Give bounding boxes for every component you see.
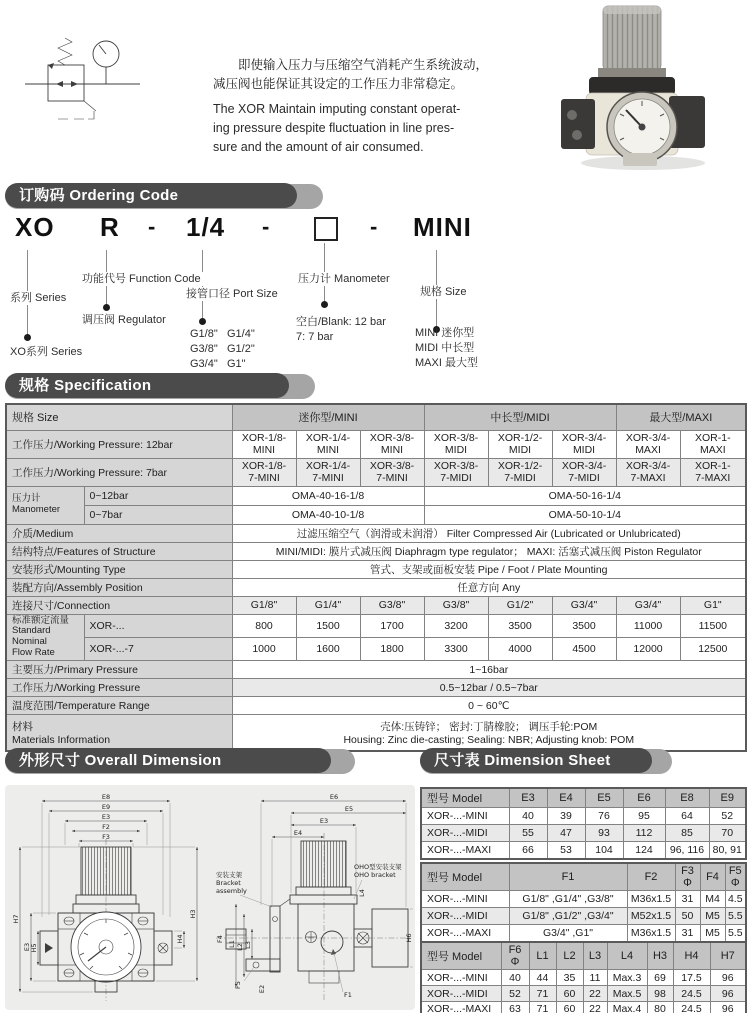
dim-label: L4 [358, 889, 366, 897]
cell: 35 [556, 970, 583, 986]
cell: 47 [547, 825, 585, 842]
intro-en-line1: The XOR Maintain imputing constant operat- [213, 102, 461, 116]
cell: F1 [509, 863, 627, 891]
port-option: G3/4" [190, 358, 218, 370]
dimension-drawing-panel [5, 785, 415, 1010]
cell: 3300 [424, 637, 488, 660]
cell: H3 [647, 942, 673, 970]
cell: 1000 [232, 637, 296, 660]
code-dash-1: - [148, 214, 156, 239]
cell: 80 [647, 1002, 673, 1013]
cell: 1700 [360, 614, 424, 637]
bracket-assembly-label: assembly [216, 887, 247, 895]
cell: 温度范围/Temperature Range [6, 697, 232, 715]
code-function: R [100, 212, 120, 242]
cell: XOR-1/8- 7-MINI [232, 458, 296, 486]
dim-label: H3 [189, 909, 197, 919]
cell: F4 [700, 863, 725, 891]
cell: 0~7bar [84, 505, 232, 524]
cell: 5.5 [725, 908, 746, 925]
cell: XOR-...-MAXI [421, 1002, 501, 1013]
dim-label: E2 [258, 984, 266, 994]
cell: XOR-1- 7-MAXI [680, 458, 746, 486]
dim-label: F4 [216, 935, 224, 943]
cell: 1800 [360, 637, 424, 660]
cell: 96 [710, 986, 746, 1002]
code-size: MINI [413, 212, 472, 242]
cell: 工作压力/Working Pressure [6, 679, 232, 697]
dim-label: E3 [319, 817, 329, 825]
cell: 96, 116 [665, 842, 709, 859]
cell: 型号 Model [421, 788, 509, 808]
cell: XOR-...-MINI [421, 808, 509, 825]
cell: 4000 [488, 637, 552, 660]
cell: L1 [529, 942, 556, 970]
port-option: G1/8" [190, 328, 218, 340]
cell: L4 [607, 942, 647, 970]
cell: OMA-40-10-1/8 [232, 505, 424, 524]
cell: 规格 Size [6, 404, 232, 430]
cell: 最大型/MAXI [616, 404, 746, 430]
cell: OMA-40-16-1/8 [232, 486, 424, 505]
cell: G1/2" [488, 596, 552, 614]
cell: 66 [509, 842, 547, 859]
cell: XOR-1/4- 7-MINI [296, 458, 360, 486]
cell: E5 [585, 788, 623, 808]
dimension-table-e [420, 787, 747, 860]
cell: 0~12bar [84, 486, 232, 505]
cell: H4 [673, 942, 710, 970]
cell: 50 [675, 908, 700, 925]
cell: 型号 Model [421, 863, 509, 891]
cell: 材料 Materials Information [6, 715, 232, 751]
cell: 任意方向 Any [232, 578, 746, 596]
dim-label: E4 [293, 829, 303, 837]
cell: 管式、支架或面板安装 Pipe / Foot / Plate Mounting [232, 560, 746, 578]
dim-label: L3 [244, 941, 252, 949]
cell: XOR-3/4- MAXI [616, 430, 680, 458]
size-option: MINI 迷你型 [415, 327, 475, 339]
cell: XOR-...-MAXI [421, 842, 509, 859]
cell: E3 [509, 788, 547, 808]
code-dash-3: - [370, 214, 378, 239]
port-option: G1/2" [227, 343, 255, 355]
cell: G1" [680, 596, 746, 614]
cell: 96 [710, 970, 746, 986]
function-value: 调压阀 Regulator [82, 314, 166, 326]
cell: 96 [710, 1002, 746, 1013]
dim-label: H4 [176, 934, 184, 944]
cell: XOR-3/4- MIDI [552, 430, 616, 458]
cell: 71 [529, 986, 556, 1002]
cell: 70 [709, 825, 746, 842]
port-label: 接管口径 Port Size [186, 288, 278, 300]
cell: 104 [585, 842, 623, 859]
cell: 22 [583, 986, 607, 1002]
cell: 型号 Model [421, 942, 501, 970]
cell: 55 [509, 825, 547, 842]
bracket-assembly-label: 安装支架 [216, 871, 242, 879]
cell: 52 [501, 986, 529, 1002]
dim-label: F3 [102, 833, 110, 841]
cell: G1/4" [296, 596, 360, 614]
cell: 装配方向/Assembly Position [6, 578, 232, 596]
cell: L3 [583, 942, 607, 970]
dim-label: E3 [101, 813, 111, 821]
dim-label: E8 [101, 793, 111, 801]
cell: 3500 [488, 614, 552, 637]
cell: 31 [675, 891, 700, 908]
cell: 52 [709, 808, 746, 825]
cell: 112 [623, 825, 665, 842]
dim-label: H7 [12, 914, 20, 924]
cell: XOR-3/8- 7-MINI [360, 458, 424, 486]
cell: 124 [623, 842, 665, 859]
cell: 69 [647, 970, 673, 986]
cell: M36x1.5 [627, 925, 675, 942]
bracket-assembly-label: Bracket [216, 879, 241, 887]
dim-label: F1 [344, 991, 352, 999]
cell: 过滤压缩空气（润滑或未润滑） Filter Compressed Air (Lubricated or Unlubricated) [232, 524, 746, 542]
cell: 工作压力/Working Pressure: 7bar [6, 458, 232, 486]
manometer-label: 压力计 Manometer [298, 273, 390, 285]
cell: E8 [665, 788, 709, 808]
cell: Max.3 [607, 970, 647, 986]
cell: XOR-1- MAXI [680, 430, 746, 458]
cell: 40 [501, 970, 529, 986]
cell: 85 [665, 825, 709, 842]
cell: 迷你型/MINI [232, 404, 424, 430]
cell: M36x1.5 [627, 891, 675, 908]
cell: 24.5 [673, 1002, 710, 1013]
cell: G3/8" [424, 596, 488, 614]
cell: XOR-3/4- 7-MIDI [552, 458, 616, 486]
front-view-drawing [9, 789, 206, 1006]
cell: E9 [709, 788, 746, 808]
cell: E6 [623, 788, 665, 808]
cell: XOR-3/8- MINI [360, 430, 424, 458]
oho-bracket-label: OHO型安装支架 [354, 863, 402, 871]
cell: 12000 [616, 637, 680, 660]
cell: XOR-3/4- 7-MAXI [616, 458, 680, 486]
cell: 11500 [680, 614, 746, 637]
cell: Max.4 [607, 1002, 647, 1013]
cell: XOR-1/2- 7-MIDI [488, 458, 552, 486]
cell: G1/8" ,G1/4" ,G3/8" [509, 891, 627, 908]
cell: 5.5 [725, 925, 746, 942]
cell: G3/4" ,G1" [509, 925, 627, 942]
cell: XOR-...-MINI [421, 891, 509, 908]
size-option: MIDI 中长型 [415, 342, 475, 354]
size-option: MAXI 最大型 [415, 357, 478, 369]
intro-english [213, 100, 505, 156]
dim-label: H6 [405, 933, 413, 943]
port-options [190, 327, 255, 372]
cell: F2 [627, 863, 675, 891]
cell: MINI/MIDI: 膜片式减压阀 Diaphragm type regulator； MAXI: 活塞式减压阀 Piston Regulator [232, 542, 746, 560]
cell: 1~16bar [232, 661, 746, 679]
cell: 结构特点/Features of Structure [6, 542, 232, 560]
cell: 44 [529, 970, 556, 986]
cell: G1/8" ,G1/2" ,G3/4" [509, 908, 627, 925]
cell: XOR-3/8- MIDI [424, 430, 488, 458]
cell: XOR-3/8- 7-MIDI [424, 458, 488, 486]
cell: F6 Φ [501, 942, 529, 970]
cell: F3 Φ [675, 863, 700, 891]
function-label: 功能代号 Function Code [82, 273, 201, 285]
intro-cn-line1: 即使输入压力与压缩空气消耗产生系统波动， [238, 58, 489, 72]
cell: 39 [547, 808, 585, 825]
intro-en-line2: ing pressure despite fluctuation in line pres- [213, 120, 455, 135]
cell: 24.5 [673, 986, 710, 1002]
cell: 40 [509, 808, 547, 825]
cell: 中长型/MIDI [424, 404, 616, 430]
cell: 76 [585, 808, 623, 825]
cell: 31 [675, 925, 700, 942]
connector-dot [321, 301, 328, 308]
cell: 95 [623, 808, 665, 825]
intro-chinese [213, 56, 505, 95]
cell: XOR-1/8- MINI [232, 430, 296, 458]
cell: 63 [501, 1002, 529, 1013]
cell: 60 [556, 986, 583, 1002]
cell: OMA-50-10-1/4 [424, 505, 746, 524]
cell: 800 [232, 614, 296, 637]
cell: 标准额定流量 Standard Nominal Flow Rate [6, 614, 84, 661]
code-port: 1/4 [186, 212, 226, 242]
series-label: 系列 Series [10, 292, 67, 304]
cell: 60 [556, 1002, 583, 1013]
dim-label: F5 [234, 981, 242, 989]
intro-cn-line2: 减压阀也能保证其设定的工作压力非常稳定。 [213, 77, 464, 92]
cell: Max.5 [607, 986, 647, 1002]
section-title: 订购码 Ordering Code [5, 183, 297, 208]
intro-en-line3: sure and the amount of air consumed. [213, 139, 424, 154]
section-title: 规格 Specification [5, 373, 289, 398]
cell: XOR-...-MIDI [421, 825, 509, 842]
dim-label: E6 [329, 793, 339, 801]
dimension-table-l-h [420, 941, 747, 1013]
section-title: 外形尺寸 Overall Dimension [5, 748, 331, 773]
port-option: G1" [227, 358, 246, 370]
cell: G3/8" [360, 596, 424, 614]
cell: 4500 [552, 637, 616, 660]
cell: 0.5~12bar / 0.5~7bar [232, 679, 746, 697]
cell: 连接尺寸/Connection [6, 596, 232, 614]
manometer-options [296, 315, 386, 345]
manometer-blank-box [314, 217, 338, 241]
cell: 主要压力/Primary Pressure [6, 661, 232, 679]
cell: 压力计 Manometer [6, 486, 84, 524]
dim-label: E3 [23, 942, 31, 952]
series-value: XO系列 Series [10, 346, 83, 358]
cell: 22 [583, 1002, 607, 1013]
cell: 12500 [680, 637, 746, 660]
manometer-option: 空白/Blank: 12 bar [296, 316, 386, 328]
cell: 介质/Medium [6, 524, 232, 542]
cell: 53 [547, 842, 585, 859]
cell: 壳体:压铸锌； 密封:丁腈橡胶； 调压手轮:POM Housing: Zinc die-casting; Sealing: NBR; Adjusting knob: POM [232, 715, 746, 751]
cell: G1/8" [232, 596, 296, 614]
cell: XOR-...-MIDI [421, 908, 509, 925]
code-series: XO [15, 212, 55, 242]
pneumatic-symbol [20, 35, 145, 150]
side-view-drawing [206, 789, 413, 1006]
cell: 3200 [424, 614, 488, 637]
cell: 3500 [552, 614, 616, 637]
cell: XOR-...-7 [84, 637, 232, 660]
dim-label: E5 [344, 805, 354, 813]
cell: L2 [556, 942, 583, 970]
cell: F5 Φ [725, 863, 746, 891]
dim-label: L2 [236, 943, 244, 951]
cell: H7 [710, 942, 746, 970]
section-title: 尺寸表 Dimension Sheet [420, 748, 652, 773]
spec-table [5, 403, 747, 752]
connector-dot [24, 334, 31, 341]
cell: OMA-50-16-1/4 [424, 486, 746, 505]
cell: M5 [700, 925, 725, 942]
cell: XOR-1/2- MIDI [488, 430, 552, 458]
size-label: 规格 Size [420, 286, 467, 298]
product-photo [525, 0, 745, 175]
connector-dot [103, 304, 110, 311]
cell: XOR-...-MAXI [421, 925, 509, 942]
cell: 工作压力/Working Pressure: 12bar [6, 430, 232, 458]
cell: 17.5 [673, 970, 710, 986]
oho-bracket-label: OHO bracket [354, 871, 396, 879]
cell: 80, 91 [709, 842, 746, 859]
cell: 11000 [616, 614, 680, 637]
cell: 1500 [296, 614, 360, 637]
cell: 4.5 [725, 891, 746, 908]
cell: 0 ~ 60℃ [232, 697, 746, 715]
port-option: G1/4" [227, 328, 255, 340]
cell: 71 [529, 1002, 556, 1013]
cell: XOR-... [84, 614, 232, 637]
dim-label: E9 [101, 803, 111, 811]
cell: XOR-1/4- MINI [296, 430, 360, 458]
cell: M5 [700, 908, 725, 925]
cell: XOR-...-MIDI [421, 986, 501, 1002]
cell: 64 [665, 808, 709, 825]
code-dash-2: - [262, 214, 270, 239]
cell: 93 [585, 825, 623, 842]
dim-label: L1 [228, 940, 236, 948]
cell: 安装形式/Mounting Type [6, 560, 232, 578]
cell: 11 [583, 970, 607, 986]
cell: XOR-...-MINI [421, 970, 501, 986]
cell: G3/4" [552, 596, 616, 614]
dim-label: H5 [30, 943, 38, 953]
dimension-table-f [420, 862, 747, 943]
cell: M52x1.5 [627, 908, 675, 925]
port-option: G3/8" [190, 343, 218, 355]
dim-label: F2 [102, 823, 110, 831]
cell: G3/4" [616, 596, 680, 614]
cell: 1600 [296, 637, 360, 660]
manometer-option: 7: 7 bar [296, 331, 334, 343]
cell: M4 [700, 891, 725, 908]
size-options [415, 326, 478, 371]
cell: E4 [547, 788, 585, 808]
cell: 98 [647, 986, 673, 1002]
connector-dot [199, 318, 206, 325]
